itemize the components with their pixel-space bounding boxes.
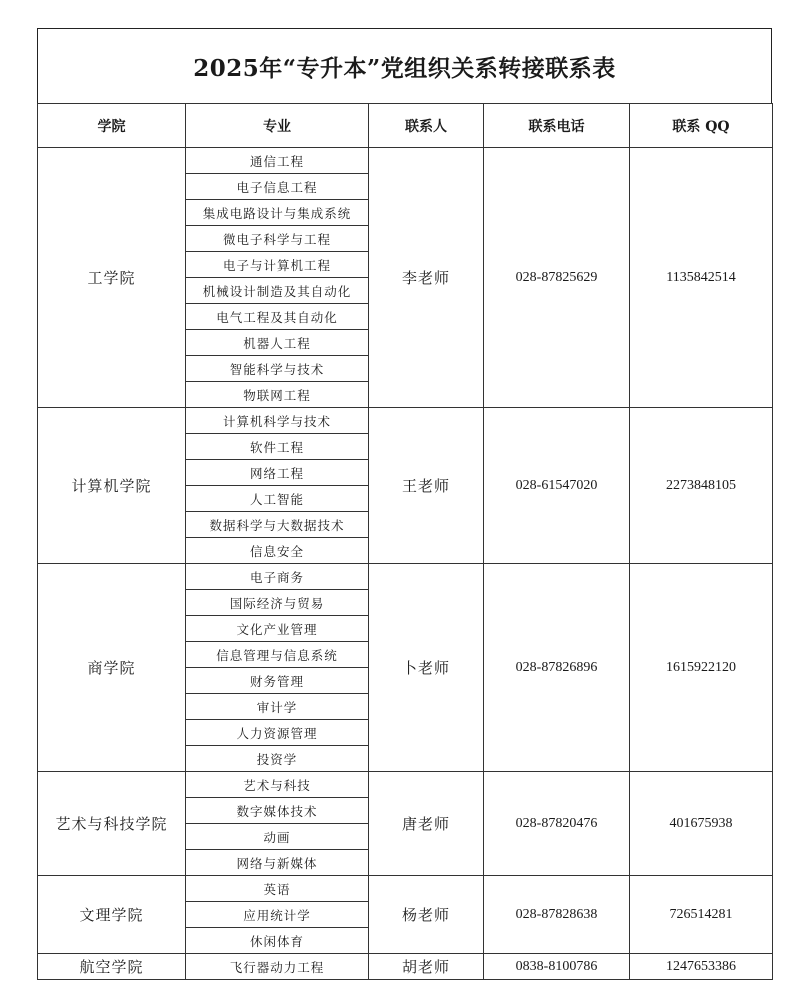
major-cell: 文化产业管理 — [186, 616, 369, 642]
major-cell: 信息管理与信息系统 — [186, 642, 369, 668]
qq-cell: 401675938 — [630, 772, 773, 876]
header-contact: 联系人 — [369, 104, 484, 148]
qq-cell: 726514281 — [630, 876, 773, 954]
table-row — [38, 408, 773, 434]
table-row — [38, 876, 773, 902]
contact-cell: 杨老师 — [369, 876, 484, 954]
contact-cell: 王老师 — [369, 408, 484, 564]
major-cell: 数字媒体技术 — [186, 798, 369, 824]
major-cell: 物联网工程 — [186, 382, 369, 408]
header-qq: 联系 QQ — [630, 104, 773, 148]
qq-cell: 1247653386 — [630, 954, 773, 980]
major-cell: 审计学 — [186, 694, 369, 720]
major-cell: 通信工程 — [186, 148, 369, 174]
college-cell: 航空学院 — [38, 954, 186, 980]
contact-cell: 唐老师 — [369, 772, 484, 876]
major-cell: 机械设计制造及其自动化 — [186, 278, 369, 304]
major-cell: 飞行器动力工程 — [186, 954, 369, 980]
contact-table — [37, 103, 773, 980]
contact-cell: 胡老师 — [369, 954, 484, 980]
contact-cell: 卜老师 — [369, 564, 484, 772]
phone-cell: 0838-8100786 — [484, 954, 630, 980]
major-cell: 智能科学与技术 — [186, 356, 369, 382]
table-row — [38, 772, 773, 798]
title-row — [37, 28, 772, 103]
major-cell: 艺术与科技 — [186, 772, 369, 798]
major-cell: 信息安全 — [186, 538, 369, 564]
major-cell: 国际经济与贸易 — [186, 590, 369, 616]
major-cell: 人工智能 — [186, 486, 369, 512]
header-major: 专业 — [186, 104, 369, 148]
table-body — [38, 148, 773, 980]
phone-cell: 028-87825629 — [484, 148, 630, 408]
major-cell: 网络与新媒体 — [186, 850, 369, 876]
major-cell: 财务管理 — [186, 668, 369, 694]
contact-sheet — [37, 28, 772, 980]
phone-cell: 028-61547020 — [484, 408, 630, 564]
major-cell: 电子与计算机工程 — [186, 252, 369, 278]
major-cell: 电子信息工程 — [186, 174, 369, 200]
page-title: 2025年“专升本”党组织关系转接联系表 — [193, 54, 616, 82]
table-row — [38, 954, 773, 980]
college-cell: 商学院 — [38, 564, 186, 772]
phone-cell: 028-87828638 — [484, 876, 630, 954]
qq-cell: 1135842514 — [630, 148, 773, 408]
major-cell: 软件工程 — [186, 434, 369, 460]
college-cell: 工学院 — [38, 148, 186, 408]
contact-cell: 李老师 — [369, 148, 484, 408]
major-cell: 集成电路设计与集成系统 — [186, 200, 369, 226]
major-cell: 休闲体育 — [186, 928, 369, 954]
major-cell: 人力资源管理 — [186, 720, 369, 746]
phone-cell: 028-87826896 — [484, 564, 630, 772]
table-row — [38, 564, 773, 590]
qq-cell: 2273848105 — [630, 408, 773, 564]
college-cell: 文理学院 — [38, 876, 186, 954]
major-cell: 动画 — [186, 824, 369, 850]
major-cell: 数据科学与大数据技术 — [186, 512, 369, 538]
college-cell: 艺术与科技学院 — [38, 772, 186, 876]
phone-cell: 028-87820476 — [484, 772, 630, 876]
qq-cell: 1615922120 — [630, 564, 773, 772]
major-cell: 电气工程及其自动化 — [186, 304, 369, 330]
major-cell: 投资学 — [186, 746, 369, 772]
major-cell: 应用统计学 — [186, 902, 369, 928]
major-cell: 英语 — [186, 876, 369, 902]
major-cell: 电子商务 — [186, 564, 369, 590]
header-college: 学院 — [38, 104, 186, 148]
header-phone: 联系电话 — [484, 104, 630, 148]
major-cell: 计算机科学与技术 — [186, 408, 369, 434]
table-row — [38, 148, 773, 174]
major-cell: 机器人工程 — [186, 330, 369, 356]
major-cell: 网络工程 — [186, 460, 369, 486]
major-cell: 微电子科学与工程 — [186, 226, 369, 252]
header-row — [38, 104, 773, 148]
college-cell: 计算机学院 — [38, 408, 186, 564]
